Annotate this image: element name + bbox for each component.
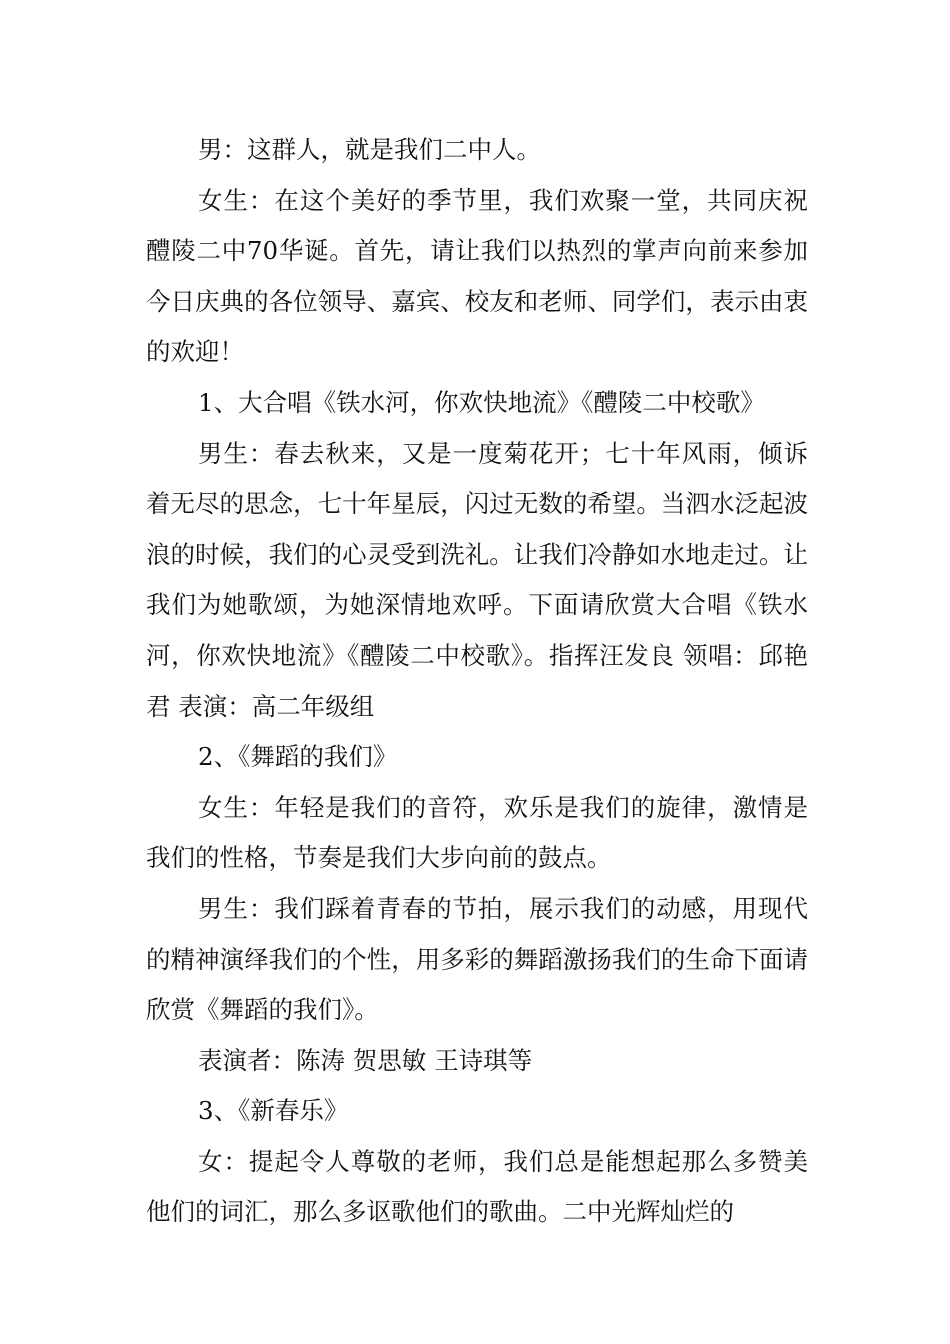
program-item-2-title: 2、《舞蹈的我们》 [198, 742, 398, 772]
paragraph-item-3-intro-female: 女：提起令人尊敬的老师，我们总是能想起那么多赞美他们的词汇，那么多讴歌他们的歌曲。二中光辉灿烂的 [146, 1146, 808, 1227]
paragraph-welcome-female: 女生：在这个美好的季节里，我们欢聚一堂，共同庆祝醴陵二中70华诞。首先，请让我们以热烈的掌声向前来参加今日庆典的各位领导、嘉宾、校友和老师、同学们，表示由衷的欢迎！ [146, 185, 808, 367]
program-item-1-title: 1、大合唱《铁水河，你欢快地流》《醴陵二中校歌》 [198, 387, 765, 417]
program-item-3-title: 3、《新春乐》 [198, 1096, 349, 1126]
paragraph-item-1-intro-male: 男生：春去秋来，又是一度菊花开；七十年风雨，倾诉着无尽的思念，七十年星辰，闪过无数的希望。当泗水泛起波浪的时候，我们的心灵受到洗礼。让我们冷静如水地走过。让我们为她歌颂，为她深情地欢呼。下面请欣赏大合唱《铁水河，你欢快地流》《醴陵二中校歌》。指挥汪发良 领唱：邱艳君 表演：高二年级组 [146, 438, 808, 721]
paragraph-item-2-performers: 表演者：陈涛 贺思敏 王诗琪等 [198, 1045, 533, 1075]
paragraph-item-2-intro-male: 男生：我们踩着青春的节拍，展示我们的动感，用现代的精神演绎我们的个性，用多彩的舞蹈激扬我们的生命下面请欣赏《舞蹈的我们》。 [146, 893, 808, 1025]
paragraph-item-2-intro-female: 女生：年轻是我们的音符，欢乐是我们的旋律，激情是我们的性格，节奏是我们大步向前的鼓点。 [146, 792, 808, 873]
paragraph-intro-male: 男：这群人，就是我们二中人。 [198, 135, 541, 164]
document-body [146, 125, 808, 1238]
